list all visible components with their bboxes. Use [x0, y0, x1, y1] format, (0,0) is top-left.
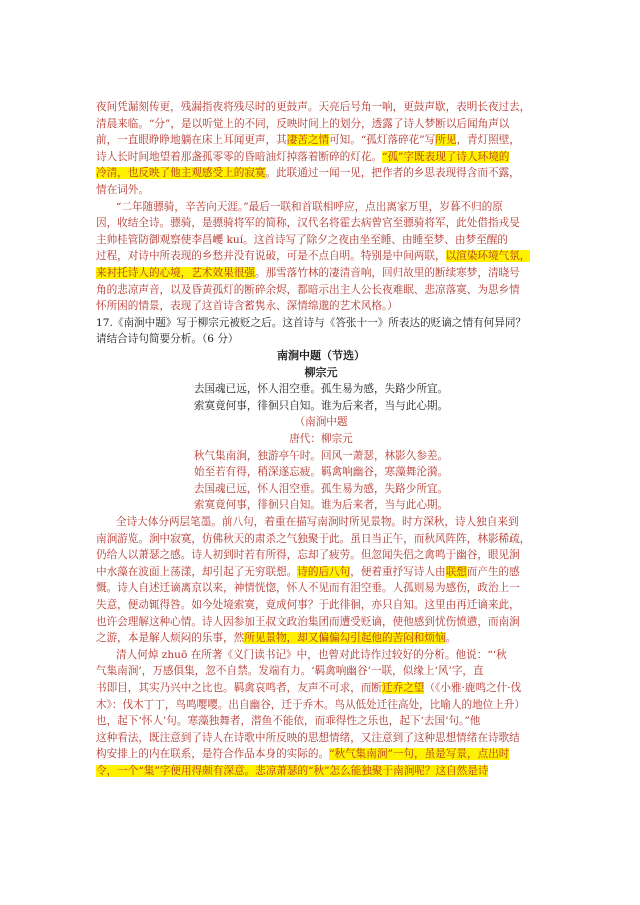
highlighted-text: “秋气集南涧”一句，虽是写景，点出时 — [329, 748, 510, 761]
highlighted-text: 所见景物，却又偏偏勾引起他的苦闷和烦恼 — [244, 632, 446, 645]
text-line — [96, 349, 546, 363]
text-segment: 气集南涧’，万感俱集，忽不自禁。发端有力。‘羁禽响幽谷’一联，似缘上‘风’字，直 — [96, 665, 484, 678]
text-line — [96, 449, 546, 463]
text-segment: 秋气集南涧，独游亭午时。回风一萧瑟，林影久参差。 — [193, 449, 449, 462]
highlighted-text: 迁乔之望 — [382, 682, 425, 694]
text-segment: 全诗大体分两层笔墨。前八句，着重在描写南涧时所见景物。时方深秋，诗人独自来到 — [116, 516, 519, 528]
text-segment: 失意，便动辄得咎。如今处境索寞，竟成何事？于此徘徊，亦只自知。这里由再迁谪来此， — [96, 599, 520, 611]
highlighted-text: 令，一个“集”字便用得颇有深意。悲凉萧瑟的“秋”怎么能独聚于南涧呢？这自然是诗 — [96, 765, 489, 777]
text-segment: 也许会理解这种心情。诗人因参加王叔文政治集团而遭受贬谪，使他感到忧伤愤懑，而南涧 — [96, 615, 520, 628]
text-line — [96, 283, 546, 297]
text-line — [96, 631, 546, 645]
text-line — [96, 117, 546, 131]
text-line — [96, 731, 546, 745]
text-segment: 。那雪落竹林的凄清音响，回归故里的断续寒梦，清晓号 — [254, 267, 520, 279]
text-segment: 。 — [445, 632, 457, 645]
highlighted-text: 以渲染环境气氛， — [445, 250, 531, 263]
text-line — [96, 698, 546, 712]
text-line — [96, 465, 546, 479]
text-segment: 仍给人以萧瑟之感。诗人初到时若有所得，忘却了疲劳。但忽闻失侣之禽鸣于幽谷，眼见涧 — [96, 549, 520, 562]
text-segment: 书即目，其实乃兴中之比也。羁禽哀鸣者，友声不可求，而断 — [96, 682, 383, 694]
text-segment: 南涧游览。涧中寂寞，仿佛秋天的肃杀之气独聚于此。虽日当正午，而秋风阵阵，林影稀疏， — [96, 532, 531, 545]
text-line — [96, 415, 546, 429]
text-line — [96, 366, 546, 380]
text-segment: 角的悲凉声音，以及昏黄孤灯的断碎余烬，都暗示出主人公长夜难眠、悲凉落寞、为思乡情 — [96, 283, 520, 296]
text-segment: 柳宗元 — [304, 365, 338, 379]
highlighted-text: 联想 — [445, 565, 467, 578]
text-line — [96, 714, 546, 728]
text-segment: 请结合诗句简要分析。（6 分） — [96, 333, 239, 346]
text-segment: 木》：伐木丁丁，鸟鸣嘤嘤。出自幽谷，迁于乔木。鸟从低处迁往高处，比喻人的地位上升） — [96, 698, 526, 711]
text-line — [96, 200, 546, 214]
text-line — [96, 100, 546, 114]
text-segment: （《小雅·鹿鸣之什·伐 — [424, 682, 522, 694]
highlighted-text: 凄苦之情 — [286, 134, 330, 147]
text-segment: 过程，对诗中所表现的乡愁并没有说破，可是不点自明。特别是中间两联， — [96, 250, 446, 263]
text-segment: 索寞竟何事，徘徊只自知。谁为后来者，当与此心期。 — [193, 499, 449, 512]
text-segment: 而产生的感 — [466, 565, 520, 578]
text-segment: 清晨来临。“分”，是以听觉上的不同，反映时间上的划分，透露了诗人梦断以后闻角声以 — [96, 117, 510, 130]
text-segment: 唐代：柳宗元 — [289, 433, 353, 445]
text-line — [96, 266, 546, 280]
text-line — [96, 183, 546, 197]
text-line — [96, 515, 546, 529]
text-segment: 这种看法，既注意到了诗人在诗歌中所反映的思想情绪，又注意到了这种思想情绪在诗歌结 — [96, 731, 520, 744]
text-segment: 索寞竟何事，徘徊只自知。谁为后来者，当与此心期。 — [193, 399, 449, 412]
text-line — [96, 615, 546, 629]
text-line — [96, 764, 546, 778]
text-line — [96, 216, 546, 230]
text-segment: 清人何焯 zhuō 在所著《义门读书记》中，也曾对此诗作过较好的分析。他说：“‘秋 — [116, 648, 507, 661]
text-line — [96, 747, 546, 761]
text-line — [96, 498, 546, 512]
text-line — [96, 233, 546, 247]
text-segment: 始至若有得，稍深遂忘疲。羁禽响幽谷，寒藻舞沦漪。 — [193, 466, 449, 479]
text-line — [96, 316, 546, 330]
text-segment: ，便着重抒写诗人由 — [350, 565, 446, 578]
text-line — [96, 332, 546, 346]
highlighted-text: 诗的后八句 — [297, 565, 351, 578]
text-line — [96, 299, 546, 313]
text-segment: （南涧中题 — [294, 416, 348, 429]
text-line — [96, 482, 546, 496]
text-line — [96, 432, 546, 446]
text-line — [96, 133, 546, 147]
text-line — [96, 548, 546, 562]
text-segment: 之游，本是解人烦闷的乐事，然 — [96, 632, 245, 645]
text-line — [96, 382, 546, 396]
text-segment: 怀所困的情景，表现了这首诗含蓄隽永、深情绵邈的艺术风格。） — [96, 300, 398, 313]
text-line — [96, 681, 546, 695]
text-segment: 因，收结全诗。骠骑，是骠骑将军的简称，汉代名将霍去病曾官至骠骑将军，此处借指戎旻 — [96, 217, 520, 230]
text-segment: 夜间凭漏刻传更，残漏指夜将残尽时的更鼓声。天亮后号角一响，更鼓声歇，表明长夜过去， — [96, 101, 531, 113]
text-segment: “二年随骠骑，辛苦向天涯。”最后一联和首联相呼应，点出离家万里，岁暮不归的原 — [116, 200, 503, 213]
highlighted-text: 来衬托诗人的心境，艺术效果很强 — [96, 267, 255, 279]
text-segment: 主帅桂管防御观察使李昌巎 kuí。这首诗写了除夕之夜由坐至睡、由睡至梦、由梦至醒的 — [96, 233, 508, 246]
text-segment: 也，起下‘怀人’句。寒藻独舞者，潜鱼不能依，而乖得性之乐也，起下‘去国’句。”他 — [96, 715, 481, 728]
text-segment: 去国魂已远，怀人泪空垂。孤生易为感，失路少所宜。 — [193, 383, 449, 396]
text-segment: 诗人长时间地望着那盏孤零零的昏暗油灯掉落着断碎的灯花。 — [96, 150, 383, 163]
highlighted-text: 冷清，也反映了他主观感受上的寂寞 — [96, 167, 266, 180]
text-line — [96, 648, 546, 662]
text-segment: 慨。诗人自述迁谪离京以来，神情恍惚，怀人不见而有泪空垂。人孤则易为感伤，政治上一 — [96, 582, 520, 595]
text-line — [96, 249, 546, 263]
text-line — [96, 399, 546, 413]
text-segment: 。此联通过一闻一见，把作者的乡思表现得含而不露， — [265, 167, 520, 180]
text-segment: 去国魂已远，怀人泪空垂。孤生易为感，失路少所宜。 — [193, 482, 449, 495]
text-segment: ，青灯照壁， — [456, 134, 520, 147]
text-segment: 17.《南涧中题》写于柳宗元被贬之后。这首诗与《答张十一》所表达的贬谪之情有何异同？ — [96, 316, 527, 329]
text-segment: 构安排上的内在联系，是符合作品本身的实际的。 — [96, 748, 330, 761]
text-segment: 情在词外。 — [96, 184, 149, 196]
text-line — [96, 565, 546, 579]
text-segment: 中水藻在波面上荡漾，却引起了无穷联想。 — [96, 565, 298, 578]
text-segment: 可知。“孤灯落碎花”写 — [329, 134, 436, 147]
text-line — [96, 166, 546, 180]
text-line — [96, 150, 546, 164]
text-segment: 南涧中题（节选） — [277, 349, 365, 362]
highlighted-text: 所见 — [435, 134, 457, 147]
text-line — [96, 598, 546, 612]
text-line — [96, 581, 546, 595]
text-line — [96, 664, 546, 678]
highlighted-text: “孤”字既表现了诗人环境的 — [382, 150, 510, 163]
text-line — [96, 532, 546, 546]
text-segment: 前，一直眼睁睁地躺在床上耳闻更声，其 — [96, 134, 287, 147]
